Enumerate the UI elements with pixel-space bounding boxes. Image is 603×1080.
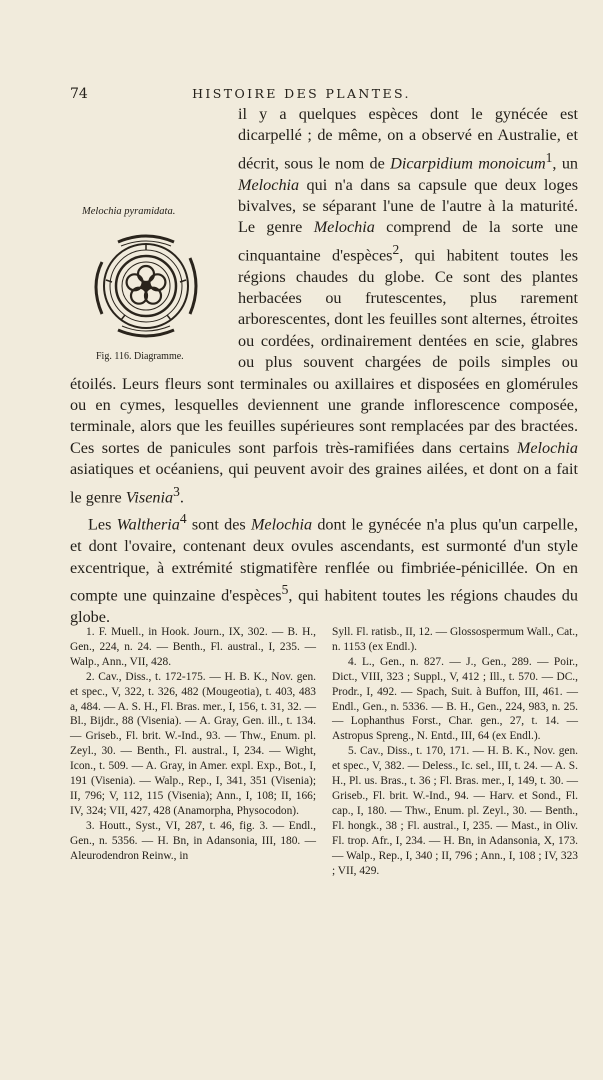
figure-block xyxy=(68,104,230,367)
footnote-4: 4. L., Gen., n. 827. — J., Gen., 289. — Poir., Dict., VIII, 323 ; Suppl., V, 412 ; Ill., t. 570. — DC., Prodr., I, 492. — Spach, Suit. à Buffon, III, 461. — Endl., Gen., n. 5336. — B. H., Gen., 224, 983, n. 25. — Lophanthus Forst., Char. gen., 27, t. 14. — Astropus Spreng., N. Entd., III, 64 (ex Endl.). xyxy=(332,655,578,743)
paragraph-2: Les Waltheria$^4$ sont des Melochia dont le gynécée n'a plus qu'un carpelle, et dont l'ovaire, contenant deux ovules ascendants, est surmonté d'un style excentrique, à extrémité stigmatifère renflée ou fimbriée-pénicillée. On en compte une quinzaine d'espèces$^5$, qui habitent toutes les régions chaudes du globe. xyxy=(70,511,579,626)
floral-diagram-icon xyxy=(88,228,204,344)
footnote-2: 2. Cav., Diss., t. 172-175. — H. B. K., Nov. gen. et spec., V, 322, t. 326, 482 (Mougeotia), t. 403, 483 a, 484. — A. S. H., Fl. Bras. mer., I, 156, t. 31, 32. — Bl., Bijdr., 88 (Visenia). — A. Gray, Gen. ill., t. 134. — Griseb., Fl. brit. W.-Ind., 93. — Thw., Enum. pl. Zeyl., 30. — Benth., Fl. austral., I, 234. — Wight, Icon., t. 509. — A. Gray, in Amer. expl. Exp., Bot., I, 191 (Visenia). — Walp., Rep., I, 341, 351 (Visenia); II, 796; V, 112, 115 (Visenia); Ann., I, 108; II, 166; IV, 324; VII, 427, 428 (Anamorpha, Physocodon). xyxy=(70,670,316,817)
page-number: 74 xyxy=(70,86,88,102)
footnotes-right-column xyxy=(332,625,578,878)
main-text xyxy=(70,104,578,628)
page-header xyxy=(0,86,603,106)
footnote-5: 5. Cav., Diss., t. 170, 171. — H. B. K., Nov. gen. et spec., V, 382. — Deless., Ic. sel., III, t. 24. — A. S. H., Pl. us. Bras., t. 36 ; Fl. Bras. mer., I, 149, t. 30. — Griseb., Fl. brit. W.-Ind., 94. — Harv. et Sond., Fl. cap., I, 180. — Thw., Enum. pl. Zeyl., 30. — Benth., Fl. hongk., 38 ; Fl. austral., I, 235. — Mast., in Oliv. Fl. trop. Afr., I, 234. — H. Bn, in Adansonia, X, 173. — Walp., Rep., I, 340 ; II, 796 ; Ann., I, 108 ; IV, 323 ; VII, 429. xyxy=(332,745,578,877)
footnote-3: 3. Houtt., Syst., VI, 287, t. 46, fig. 3. — Endl., Gen., n. 5356. — H. Bn, in Adansonia, III, 180. — Aleurodendron Reinw., in xyxy=(70,819,316,862)
paragraph-1: il y a quelques espèces dont le gynécée est dicarpellé ; de même, on a observé en Australie, et décrit, sous le nom de Dicarpidium monoicum$^1$, un Melochia qui n'a dans sa capsule que deux loges bivalves, se séparant l'une de l'autre à la maturité. Le genre Melochia comprend de la sorte une cinquantaine d'espèces$^2$, qui habitent toutes les régions chaudes du globe. Ce sont des plantes herbacées ou frutescentes, plus rarement arborescentes, dont les feuilles sont alternes, étroites ou cordées, ordinairement dentées en scie, glabres ou plus souvent chargées de poils simples ou étoilés. Leurs fleurs sont terminales ou axillaires et disposées en glomérules ou en cymes, lesquelles deviennent une grande inflorescence composée, terminale, alors que les feuilles supérieures sont remplacées par des bractées. Ces sortes de panicules sont parfois très-ramifiées dans certains Melochia asiatiques et océaniens, qui peuvent avoir des graines ailées, et dont on a fait le genre Visenia$^3$. xyxy=(70,105,579,507)
footnote-1: 1. F. Muell., in Hook. Journ., IX, 302. — B. H., Gen., 224, n. 24. — Benth., Fl. austral., I, 235. — Walp., Ann., VII, 428. xyxy=(70,626,316,668)
footnotes-left-column xyxy=(70,625,316,864)
running-title: HISTOIRE DES PLANTES. xyxy=(192,86,411,101)
figure-caption-top: Melochia pyramidata. xyxy=(82,206,176,217)
footnote-3-continued: Syll. Fl. ratisb., II, 12. — Glossospermum Wall., Cat., n. 1153 (ex Endl.). xyxy=(332,626,578,653)
figure-caption-bottom: Fig. 116. Diagramme. xyxy=(96,351,184,362)
